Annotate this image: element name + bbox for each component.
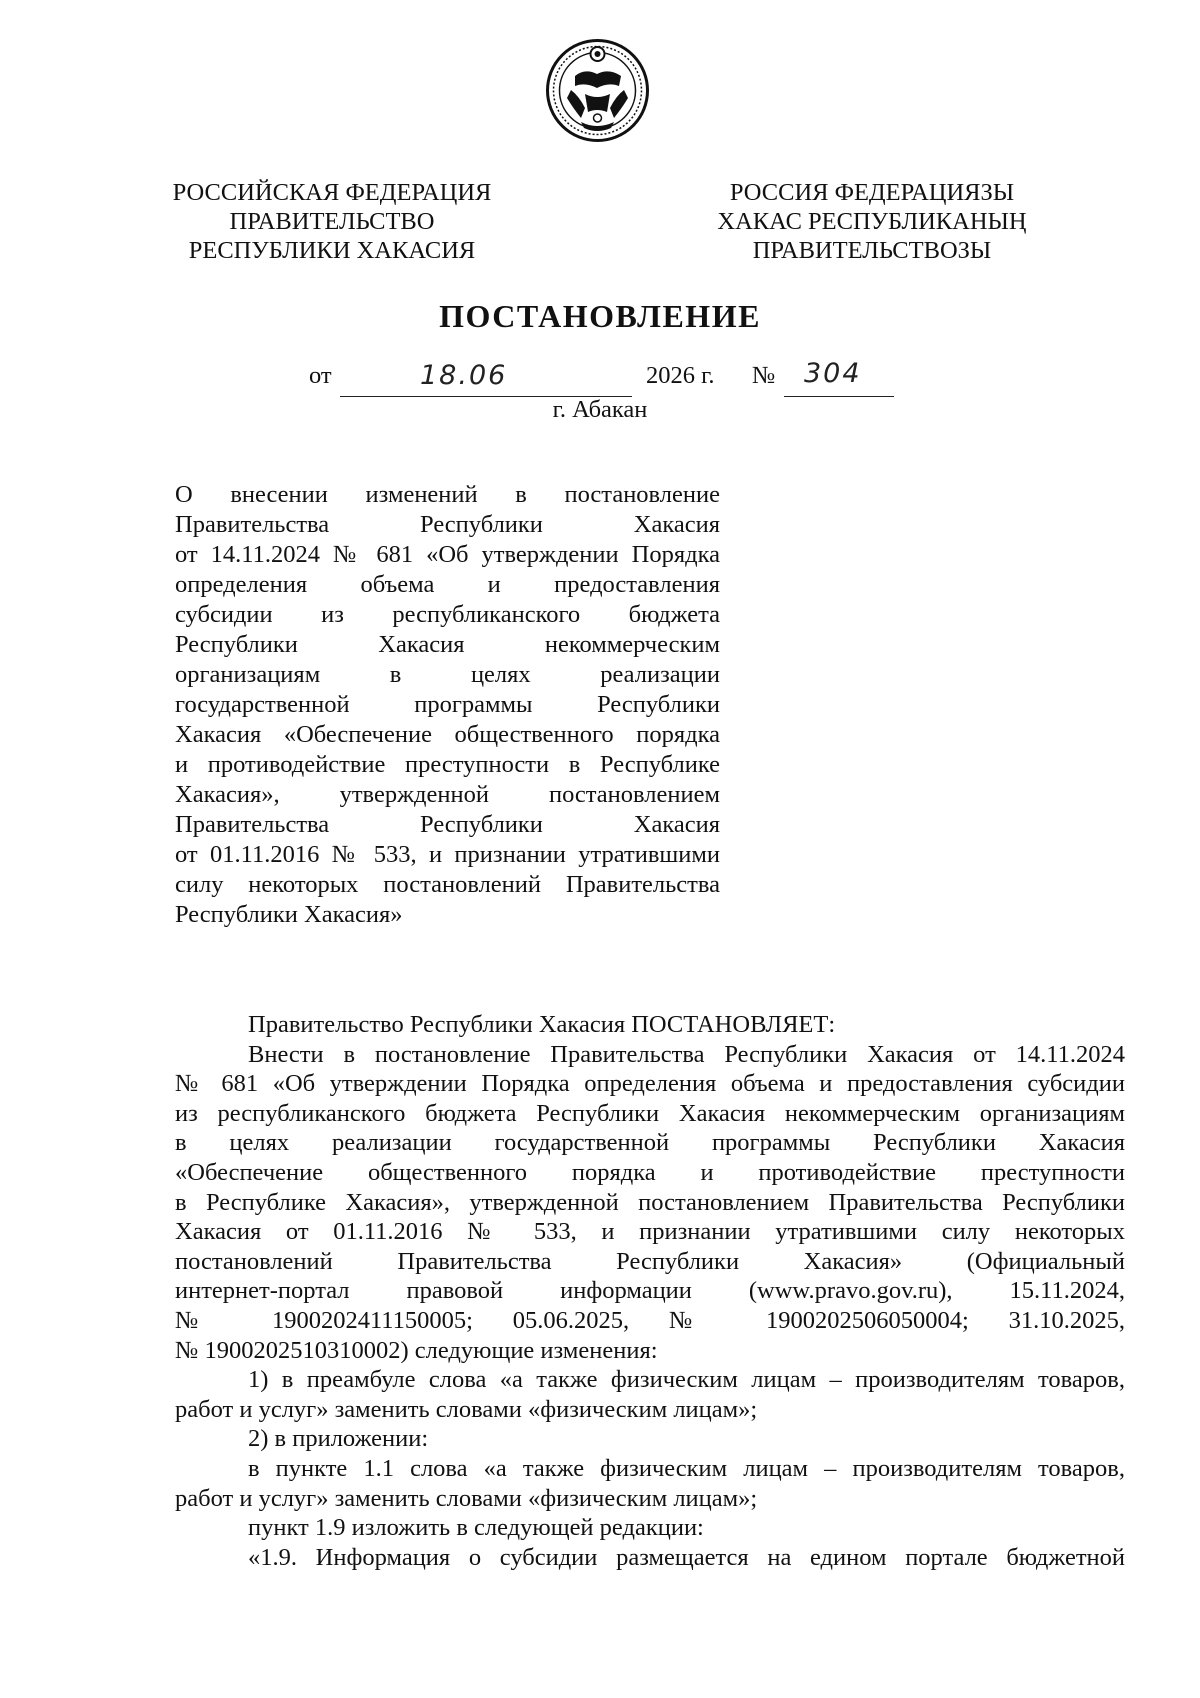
header-right-line-3: ПРАВИТЕЛЬСТВОЗЫ: [752, 237, 992, 264]
date-year: 2026 г.: [646, 362, 715, 389]
subject-line: Правительства Республики Хакасия: [175, 811, 720, 838]
body-line: в Республике Хакасия», утвержденной постановлением Правительства Республики: [175, 1188, 1125, 1216]
number-field: [784, 358, 894, 397]
header-left-line-1: РОССИЙСКАЯ ФЕДЕРАЦИЯ: [172, 179, 492, 206]
body-line: Хакасия от 01.11.2016 № 533, и признании утратившими силу некоторых: [175, 1218, 1125, 1246]
body-line: интернет-портал правовой информации (www.pravo.gov.ru), 15.11.2024,: [175, 1277, 1125, 1305]
body-line: в пункте 1.1 слова «а также физическим лицам – производителям товаров,: [248, 1454, 1125, 1482]
subject-line: силу некоторых постановлений Правительства: [175, 871, 720, 898]
body-line: работ и услуг» заменить словами «физическим лицам»;: [175, 1395, 758, 1423]
subject-line: от 14.11.2024 № 681 «Об утверждении Порядка: [175, 541, 720, 568]
coat-of-arms-emblem: [545, 38, 650, 143]
subject-line: от 01.11.2016 № 533, и признании утратившими: [175, 841, 720, 868]
subject-line: Правительства Республики Хакасия: [175, 511, 720, 538]
subject-line: организациям в целях реализации: [175, 661, 720, 688]
header-left: [152, 178, 512, 265]
body-line: Правительство Республики Хакасия ПОСТАНОВЛЯЕТ:: [248, 1011, 836, 1038]
body-line: пункт 1.9 изложить в следующей редакции:: [248, 1514, 704, 1542]
body-line: работ и услуг» заменить словами «физическим лицам»;: [175, 1484, 758, 1512]
body-line: № 681 «Об утверждении Порядка определения объема и предоставления субсидии: [175, 1070, 1125, 1098]
body-line: постановлений Правительства Республики Хакасия» (Официальный: [175, 1247, 1125, 1275]
body-line: из республиканского бюджета Республики Хакасия некоммерческим организациям: [175, 1099, 1125, 1127]
subject-line: Республики Хакасия»: [175, 901, 403, 928]
subject-line: О внесении изменений в постановление: [175, 481, 720, 508]
header-left-line-3: РЕСПУБЛИКИ ХАКАСИЯ: [188, 237, 476, 264]
body-line: «Обеспечение общественного порядка и противодействие преступности: [175, 1158, 1125, 1186]
document-body: [175, 1010, 1125, 1572]
body-line: Внести в постановление Правительства Республики Хакасия от 14.11.2024: [248, 1040, 1125, 1068]
subject-line: государственной программы Республики: [175, 691, 720, 718]
document-title: ПОСТАНОВЛЕНИЕ: [439, 298, 761, 334]
subject-block: [175, 480, 720, 930]
city: г. Абакан: [552, 396, 648, 423]
header-left-line-2: ПРАВИТЕЛЬСТВО: [229, 208, 435, 235]
header-right: [692, 178, 1052, 265]
subject-line: Республики Хакасия некоммерческим: [175, 631, 720, 658]
date-from-label: от: [309, 362, 332, 389]
subject-line: Хакасия», утвержденной постановлением: [175, 781, 720, 808]
body-line: 1) в преамбуле слова «а также физическим лицам – производителям товаров,: [248, 1366, 1125, 1394]
subject-line: Хакасия «Обеспечение общественного порядка: [175, 721, 720, 748]
body-line: в целях реализации государственной программы Республики Хакасия: [175, 1129, 1125, 1157]
body-line: 2) в приложении:: [248, 1425, 429, 1453]
body-line: № 1900202411150005; 05.06.2025, № 1900202506050004; 31.10.2025,: [175, 1306, 1125, 1334]
date-handwritten: 18.06: [420, 360, 508, 391]
number-label: №: [752, 362, 776, 389]
subject-line: и противодействие преступности в Республике: [175, 751, 720, 778]
date-field: [340, 360, 632, 397]
subject-line: определения объема и предоставления: [175, 571, 720, 598]
body-line: № 1900202510310002) следующие изменения:: [175, 1336, 658, 1364]
number-handwritten: 304: [804, 358, 862, 389]
header-right-line-2: ХАКАС РЕСПУБЛИКАНЫҢ: [717, 208, 1027, 235]
body-line: «1.9. Информация о субсидии размещается на едином портале бюджетной: [248, 1543, 1125, 1571]
header-right-line-1: РОССИЯ ФЕДЕРАЦИЯЗЫ: [729, 179, 1015, 206]
subject-line: субсидии из республиканского бюджета: [175, 601, 720, 628]
